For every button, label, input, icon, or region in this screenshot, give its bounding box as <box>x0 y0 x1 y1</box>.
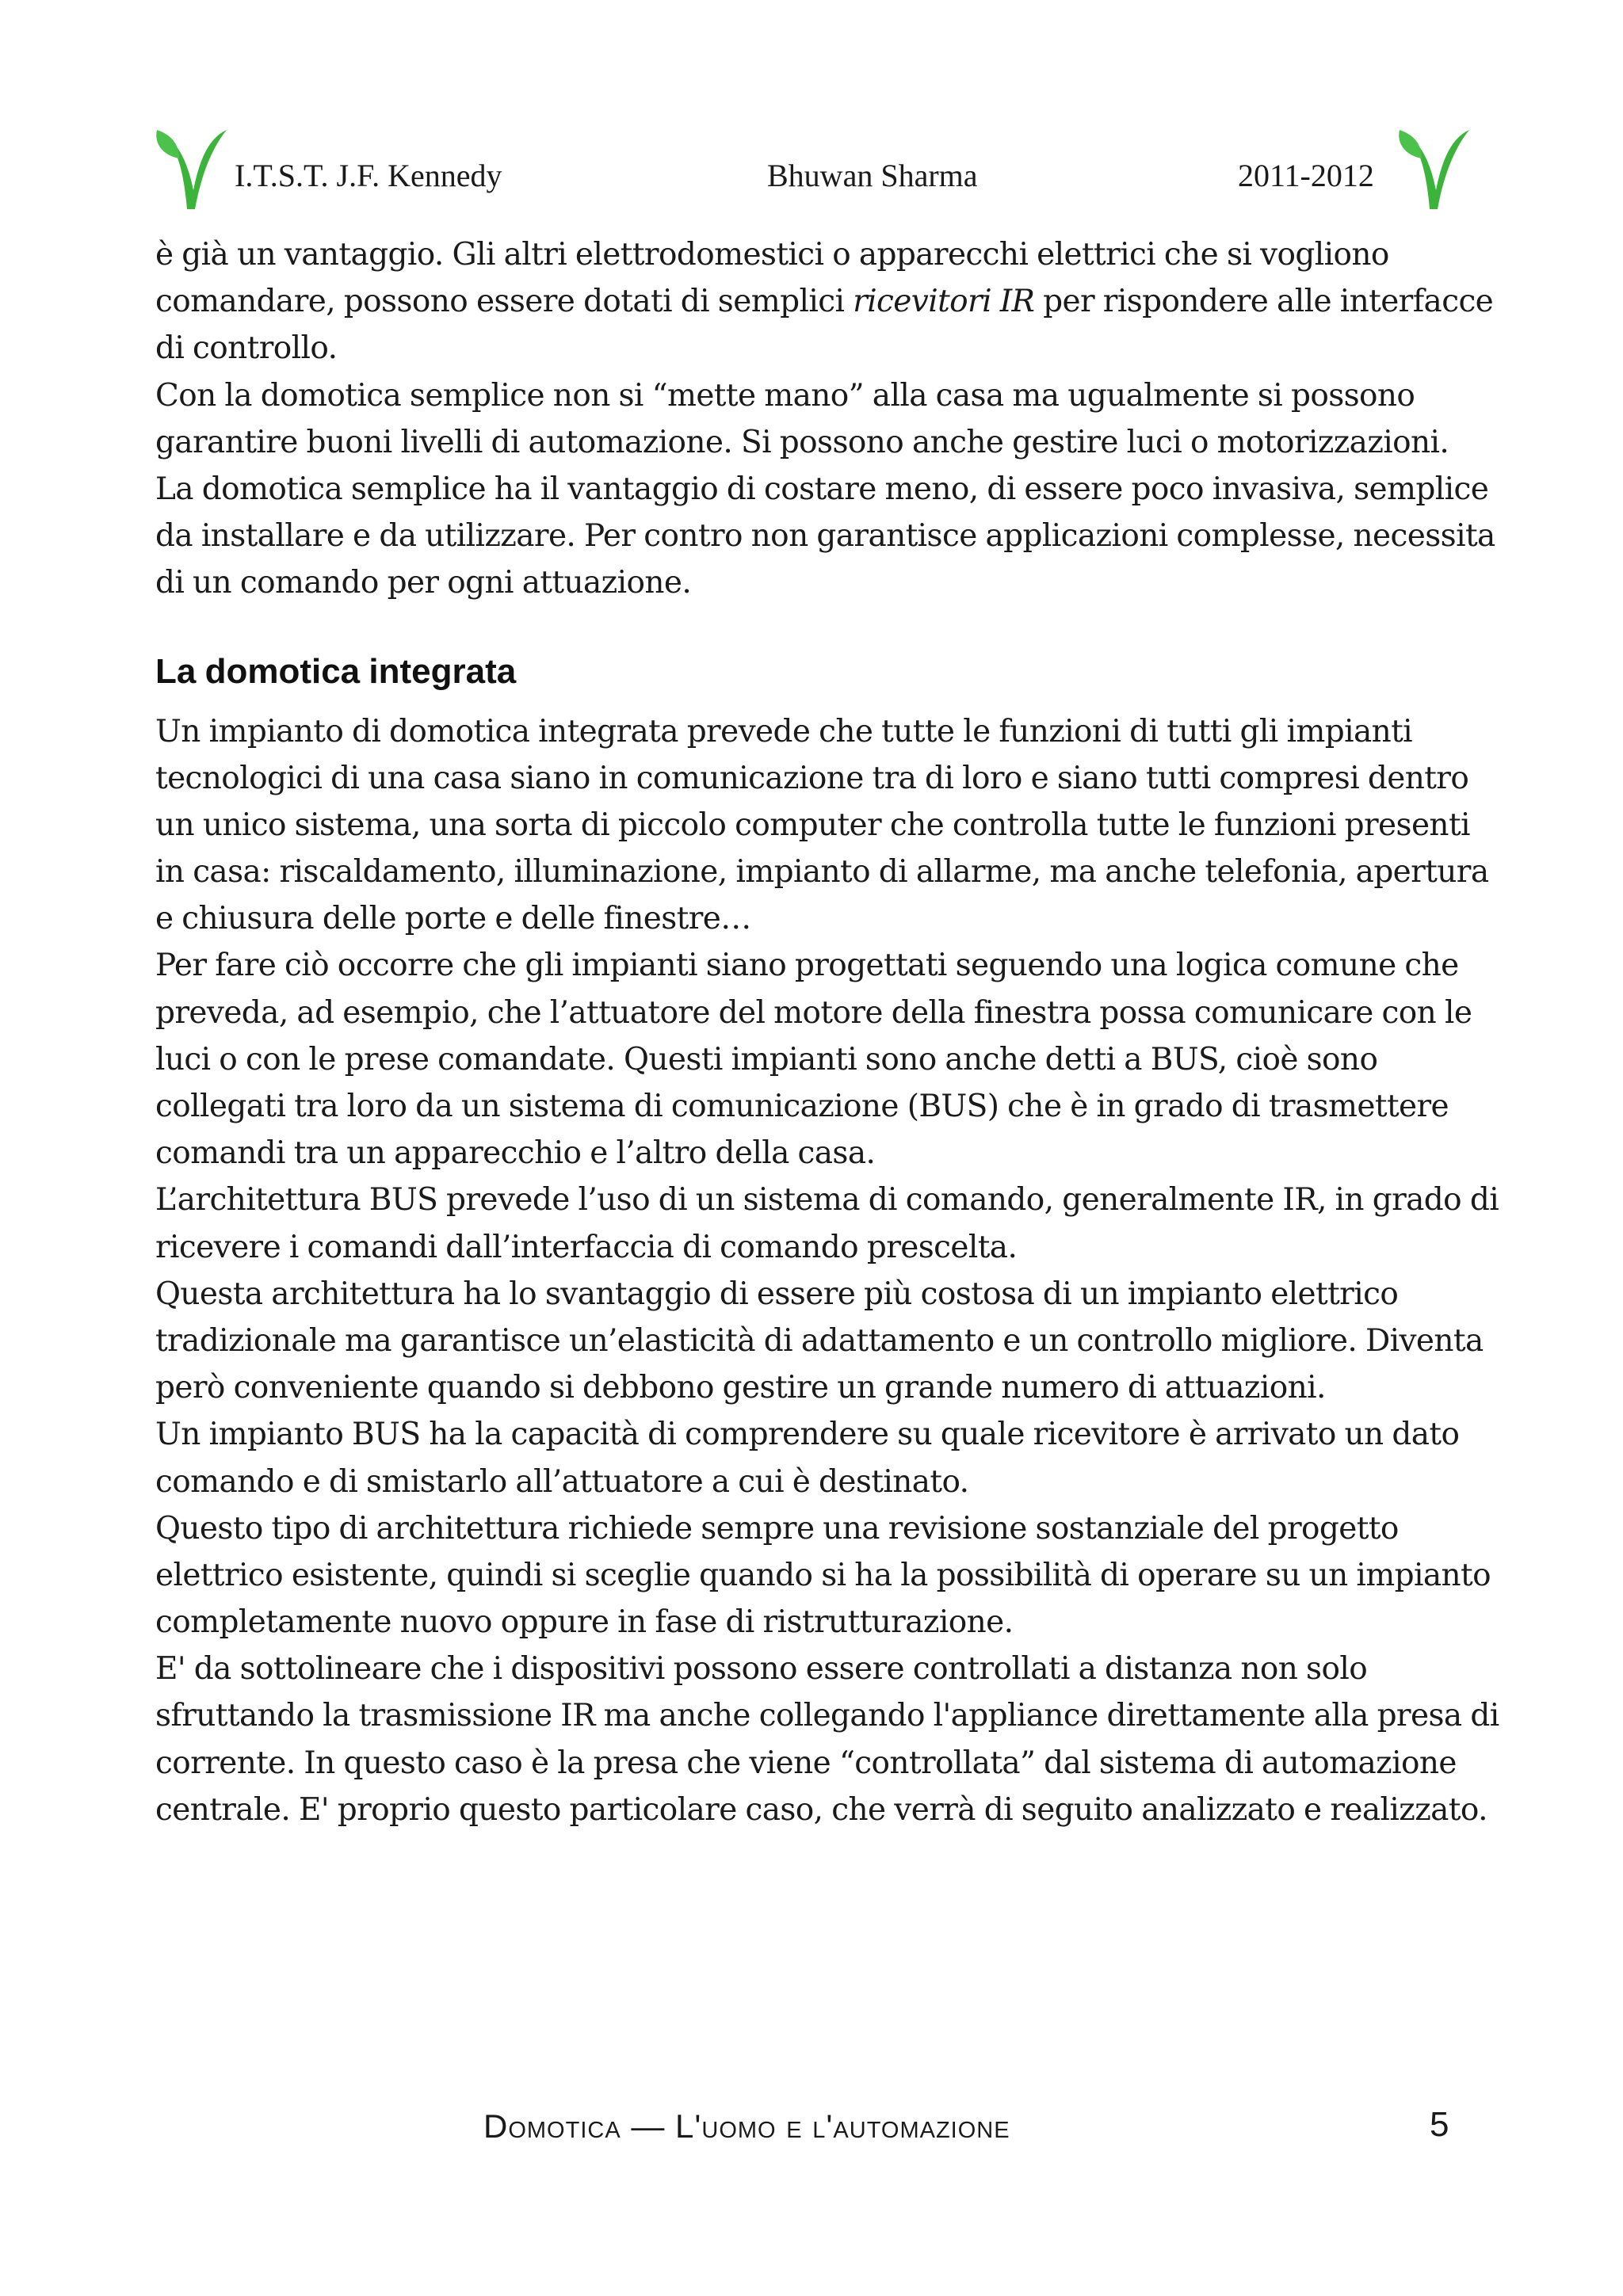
text-line: un unico sistema, una sorta di piccolo computer che controlla tutte le funzioni presenti <box>155 807 1470 843</box>
text-line: di un comando per ogni attuazione. <box>155 565 692 601</box>
text-line: e chiusura delle porte e delle finestre… <box>155 901 751 937</box>
text-line: centrale. E' proprio questo particolare caso, che verrà di seguito analizzato e realizzato. <box>155 1791 1487 1828</box>
text-line: sfruttando la trasmissione IR ma anche collegando l'appliance direttamente alla presa di <box>155 1698 1499 1734</box>
text-line: L’architettura BUS prevede l’uso di un sistema di comando, generalmente IR, in grado di <box>155 1182 1499 1219</box>
header-year: 2011-2012 <box>1238 158 1374 193</box>
text-line: tecnologici di una casa siano in comunicazione tra di loro e siano tutti compresi dentro <box>155 760 1469 796</box>
text-line: tradizionale ma garantisce un’elasticità di adattamento e un controllo migliore. Diventa <box>155 1322 1484 1359</box>
sprout-logo-icon <box>1395 127 1471 215</box>
text-line: Questo tipo di architettura richiede sempre una revisione sostanziale del progetto <box>155 1510 1399 1547</box>
text-line: preveda, ad esempio, che l’attuatore del motore della finestra possa comunicare con le <box>155 994 1472 1031</box>
text-line: Per fare ciò occorre che gli impianti siano progettati seguendo una logica comune che <box>155 948 1459 984</box>
text-line: elettrico esistente, quindi si sceglie quando si ha la possibilità di operare su un impianto <box>155 1557 1491 1593</box>
italic-term: ricevitori IR <box>853 284 1035 320</box>
text-line: collegati tra loro da un sistema di comunicazione (BUS) che è in grado di trasmettere <box>155 1089 1449 1124</box>
footer-title: Domotica — L'uomo e l'automazione <box>483 2107 1010 2145</box>
document-body <box>155 231 1499 1833</box>
text-line: in casa: riscaldamento, illuminazione, impianto di allarme, ma anche telefonia, apertura <box>155 854 1489 891</box>
text-line: Questa architettura ha lo svantaggio di essere più costosa di un impianto elettrico <box>155 1276 1399 1312</box>
text-line: è già un vantaggio. Gli altri elettrodomestici o apparecchi elettrici che si vogliono <box>155 237 1389 273</box>
text-line: Un impianto BUS ha la capacità di comprendere su quale ricevitore è arrivato un dato <box>155 1417 1460 1453</box>
text-line: da installare e da utilizzare. Per contro non garantisce applicazioni complesse, necessita <box>155 518 1495 555</box>
text-line: però conveniente quando si debbono gestire un grande numero di attuazioni. <box>155 1370 1326 1406</box>
text-line: ricevere i comandi dall’interfaccia di comando prescelta. <box>155 1229 1018 1265</box>
text-line: luci o con le prese comandate. Questi impianti sono anche detti a BUS, cioè sono <box>155 1041 1378 1077</box>
sprout-logo-icon <box>152 127 228 215</box>
paragraph-gap <box>155 607 1468 648</box>
text-line: comandare, possono essere dotati di semplici ricevitori IR per rispondere alle interfacce <box>155 284 1494 320</box>
text-line: di controllo. <box>155 330 338 367</box>
text-line: La domotica semplice ha il vantaggio di costare meno, di essere poco invasiva, semplice <box>155 471 1489 507</box>
text-line: comando e di smistarlo all’attuatore a cui è destinato. <box>155 1463 969 1500</box>
text-line: E' da sottolineare che i dispositivi possono essere controllati a distanza non solo <box>155 1651 1368 1688</box>
page-number: 5 <box>1430 2105 1449 2144</box>
section-heading: La domotica integrata <box>155 651 517 691</box>
text-line: Con la domotica semplice non si “mette mano” alla casa ma ugualmente si possono <box>155 377 1415 414</box>
text-line: Un impianto di domotica integrata prevede che tutte le funzioni di tutti gli impianti <box>155 713 1413 749</box>
text-line: garantire buoni livelli di automazione. Si possono anche gestire luci o motorizzazioni. <box>155 424 1449 460</box>
header-author: Bhuwan Sharma <box>767 158 978 193</box>
text-line: corrente. In questo caso è la presa che viene “controllata” dal sistema di automazione <box>155 1745 1457 1781</box>
text-line: completamente nuovo oppure in fase di ristrutturazione. <box>155 1604 1014 1641</box>
header-school: I.T.S.T. J.F. Kennedy <box>235 158 502 193</box>
text-line: comandi tra un apparecchio e l’altro della casa. <box>155 1135 876 1172</box>
